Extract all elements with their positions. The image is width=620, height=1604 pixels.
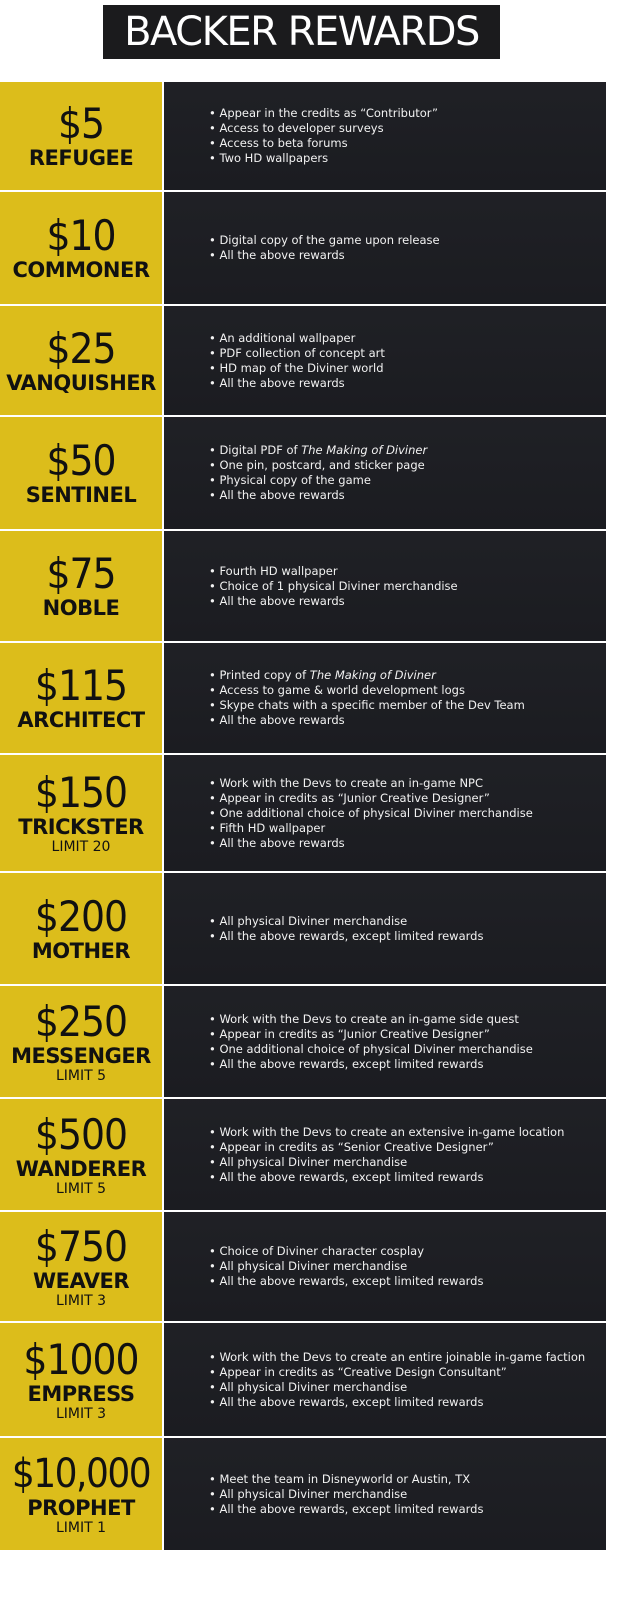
tier-badge bbox=[0, 82, 162, 190]
reward-item: • An additional wallpaper bbox=[209, 331, 606, 346]
reward-item: • All the above rewards, except limited rewards bbox=[209, 1502, 606, 1517]
tier-row bbox=[0, 1323, 606, 1438]
reward-item: • PDF collection of concept art bbox=[209, 346, 606, 361]
reward-item: • Access to game & world development logs bbox=[209, 683, 606, 698]
reward-item: • Printed copy of The Making of Diviner bbox=[209, 668, 606, 683]
tier-badge bbox=[0, 1438, 162, 1550]
reward-list bbox=[209, 564, 606, 609]
tier-price: $500 bbox=[34, 1109, 128, 1159]
tier-price: $10 bbox=[46, 211, 116, 260]
reward-item: • Digital PDF of The Making of Diviner bbox=[209, 443, 606, 458]
tier-badge bbox=[0, 417, 162, 529]
reward-item: • One additional choice of physical Diviner merchandise bbox=[209, 1042, 606, 1057]
reward-item: • All physical Diviner merchandise bbox=[209, 1487, 606, 1502]
reward-list bbox=[209, 106, 606, 166]
reward-item: • Appear in credits as “Junior Creative Designer” bbox=[209, 1027, 606, 1042]
tier-rewards-panel bbox=[164, 417, 606, 529]
tier-price: $75 bbox=[46, 549, 116, 598]
tier-row bbox=[0, 306, 606, 417]
tier-price: $5 bbox=[57, 99, 105, 148]
tier-price: $250 bbox=[34, 996, 128, 1046]
tier-name: COMMONER bbox=[12, 258, 150, 282]
page-title: BACKER REWARDS bbox=[103, 5, 500, 59]
tier-badge bbox=[0, 306, 162, 415]
reward-item: • All the above rewards bbox=[209, 836, 606, 851]
reward-item: • One additional choice of physical Diviner merchandise bbox=[209, 806, 606, 821]
tier-row bbox=[0, 531, 606, 643]
tier-name: ARCHITECT bbox=[17, 708, 145, 732]
tier-rewards-panel bbox=[164, 82, 606, 190]
tier-rewards-panel bbox=[164, 192, 606, 304]
reward-item: • Appear in credits as “Junior Creative Designer” bbox=[209, 791, 606, 806]
reward-item: • All physical Diviner merchandise bbox=[209, 1259, 606, 1274]
reward-item: • Skype chats with a specific member of the Dev Team bbox=[209, 698, 606, 713]
tier-rewards-panel bbox=[164, 1323, 606, 1436]
reward-list bbox=[209, 1244, 606, 1289]
reward-item: • Two HD wallpapers bbox=[209, 151, 606, 166]
tier-rewards-panel bbox=[164, 306, 606, 415]
tier-row bbox=[0, 1212, 606, 1323]
reward-item: • All physical Diviner merchandise bbox=[209, 1155, 606, 1170]
tier-name: SENTINEL bbox=[25, 483, 137, 507]
reward-item: • Access to beta forums bbox=[209, 136, 606, 151]
tier-badge bbox=[0, 986, 162, 1097]
reward-item: • Choice of Diviner character cosplay bbox=[209, 1244, 606, 1259]
tier-name: VANQUISHER bbox=[6, 370, 156, 395]
reward-item: • All the above rewards bbox=[209, 594, 606, 609]
reward-list bbox=[209, 331, 606, 391]
reward-item: • One pin, postcard, and sticker page bbox=[209, 458, 606, 473]
tier-limit: LIMIT 3 bbox=[55, 1292, 107, 1309]
tier-name: EMPRESS bbox=[27, 1381, 135, 1406]
reward-item: • All the above rewards bbox=[209, 248, 606, 263]
tier-price: $1000 bbox=[23, 1334, 139, 1384]
tier-limit: LIMIT 1 bbox=[55, 1520, 107, 1536]
tier-price: $750 bbox=[34, 1221, 128, 1271]
reward-list bbox=[209, 1472, 606, 1517]
tier-row bbox=[0, 1438, 606, 1552]
tier-badge bbox=[0, 531, 162, 641]
reward-item: • Appear in the credits as “Contributor” bbox=[209, 106, 606, 121]
reward-item: • Work with the Devs to create an in-game NPC bbox=[209, 776, 606, 791]
tier-name: TRICKSTER bbox=[18, 815, 144, 839]
reward-item: • Meet the team in Disneyworld or Austin, TX bbox=[209, 1472, 606, 1487]
reward-item: • All the above rewards, except limited rewards bbox=[209, 1057, 606, 1072]
tier-rewards-panel bbox=[164, 1099, 606, 1210]
tier-limit: LIMIT 5 bbox=[55, 1067, 107, 1084]
tier-row bbox=[0, 417, 606, 531]
reward-list bbox=[209, 1125, 606, 1185]
tier-name: WANDERER bbox=[15, 1156, 147, 1181]
reward-list bbox=[209, 668, 606, 728]
tier-row bbox=[0, 192, 606, 306]
tier-row bbox=[0, 643, 606, 755]
tier-price: $50 bbox=[46, 436, 116, 485]
tier-badge bbox=[0, 755, 162, 871]
tier-badge bbox=[0, 873, 162, 984]
reward-item: • All the above rewards, except limited rewards bbox=[209, 929, 606, 944]
tier-name: NOBLE bbox=[42, 596, 120, 620]
reward-list bbox=[209, 1012, 606, 1072]
reward-item: • Appear in credits as “Senior Creative Designer” bbox=[209, 1140, 606, 1155]
tier-limit: LIMIT 5 bbox=[55, 1180, 107, 1197]
tier-badge bbox=[0, 1212, 162, 1321]
tier-list bbox=[0, 82, 606, 1552]
reward-item: • Appear in credits as “Creative Design Consultant” bbox=[209, 1365, 606, 1380]
reward-item: • Fifth HD wallpaper bbox=[209, 821, 606, 836]
tier-row bbox=[0, 986, 606, 1099]
tier-rewards-panel bbox=[164, 1212, 606, 1321]
tier-rewards-panel bbox=[164, 531, 606, 641]
reward-item: • All the above rewards bbox=[209, 488, 606, 503]
reward-item: • Physical copy of the game bbox=[209, 473, 606, 488]
tier-rewards-panel bbox=[164, 986, 606, 1097]
reward-item: • Digital copy of the game upon release bbox=[209, 233, 606, 248]
tier-limit: LIMIT 20 bbox=[51, 839, 111, 855]
tier-row bbox=[0, 873, 606, 986]
reward-list bbox=[209, 776, 606, 851]
tier-rewards-panel bbox=[164, 755, 606, 871]
tier-badge bbox=[0, 1323, 162, 1436]
tier-name: WEAVER bbox=[32, 1268, 130, 1293]
tier-badge bbox=[0, 192, 162, 304]
reward-item: • All the above rewards, except limited rewards bbox=[209, 1274, 606, 1289]
reward-item: • Work with the Devs to create an entire joinable in-game faction bbox=[209, 1350, 606, 1365]
reward-list bbox=[209, 914, 606, 944]
tier-name: MESSENGER bbox=[11, 1043, 151, 1068]
reward-item: • All the above rewards, except limited rewards bbox=[209, 1395, 606, 1410]
reward-item: • Choice of 1 physical Diviner merchandise bbox=[209, 579, 606, 594]
tier-name: PROPHET bbox=[27, 1496, 135, 1520]
reward-item: • Work with the Devs to create an extensive in-game location bbox=[209, 1125, 606, 1140]
tier-rewards-panel bbox=[164, 1438, 606, 1550]
tier-row bbox=[0, 755, 606, 873]
reward-item: • Work with the Devs to create an in-game side quest bbox=[209, 1012, 606, 1027]
tier-badge bbox=[0, 643, 162, 753]
tier-price: $115 bbox=[34, 661, 128, 710]
reward-item: • HD map of the Diviner world bbox=[209, 361, 606, 376]
reward-list bbox=[209, 233, 606, 263]
reward-item: • All the above rewards bbox=[209, 713, 606, 728]
tier-price: $200 bbox=[34, 891, 128, 941]
tier-price: $25 bbox=[46, 323, 116, 373]
reward-list bbox=[209, 443, 606, 503]
tier-row bbox=[0, 1099, 606, 1212]
reward-item: • Fourth HD wallpaper bbox=[209, 564, 606, 579]
tier-rewards-panel bbox=[164, 873, 606, 984]
tier-name: REFUGEE bbox=[28, 146, 134, 170]
tier-name: MOTHER bbox=[31, 938, 131, 963]
reward-item: • All physical Diviner merchandise bbox=[209, 914, 606, 929]
reward-item: • All the above rewards bbox=[209, 376, 606, 391]
tier-limit: LIMIT 3 bbox=[55, 1405, 107, 1422]
tier-price: $10,000 bbox=[11, 1451, 151, 1497]
tier-badge bbox=[0, 1099, 162, 1210]
reward-item: • All physical Diviner merchandise bbox=[209, 1380, 606, 1395]
tier-price: $150 bbox=[34, 768, 128, 817]
reward-item: • All the above rewards, except limited rewards bbox=[209, 1170, 606, 1185]
reward-item: • Access to developer surveys bbox=[209, 121, 606, 136]
tier-rewards-panel bbox=[164, 643, 606, 753]
tier-row bbox=[0, 82, 606, 192]
reward-list bbox=[209, 1350, 606, 1410]
